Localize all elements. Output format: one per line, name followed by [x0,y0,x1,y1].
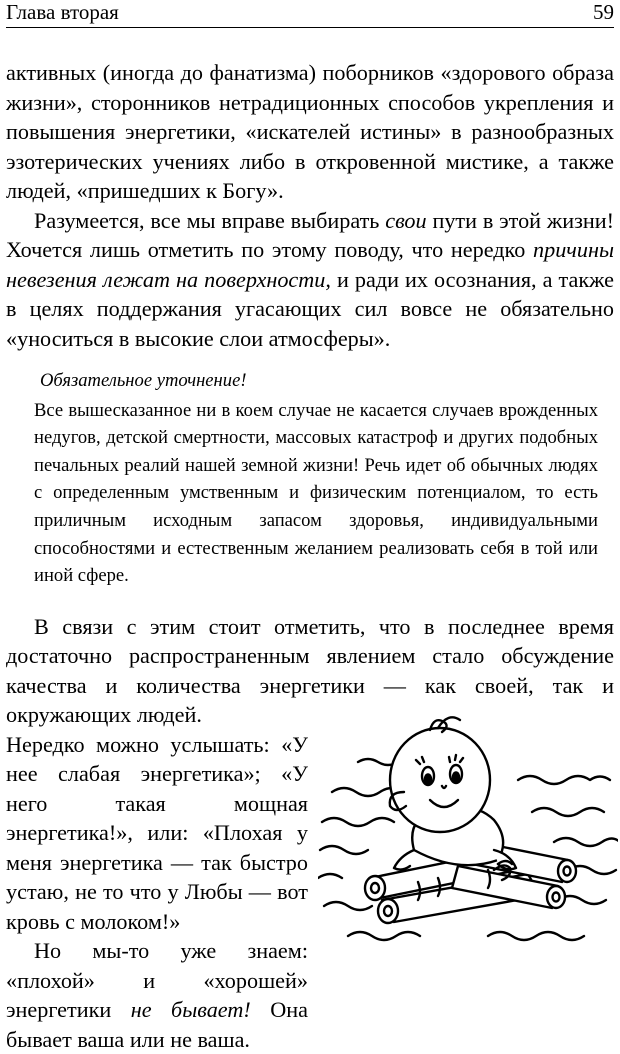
paragraph-3: В связи с этим стоит отметить, что в последнее время достаточно распространенным явлением стало обсуждение качества и количества энергетики — как своей, так и окружающих людей. [6,613,614,728]
chapter-title: Глава вторая [6,0,119,24]
baby-on-raft-illustration [318,700,618,948]
note-text: Все вышесказанное ни в коем случае не касается случаев врожденных недугов, детской смертности, массовых катастроф и других подобных печальных реалий нашей земной жизни! Речь идет об обычных людях с определенным умственным и физическим потенциалом, то есть приличным исходным запасом здоровья, индивидуальными способностями и естественным желанием реализовать себя в той или иной сфере. [34,399,598,587]
running-header [6,0,614,28]
paragraph-3-continued: Нередко можно услышать: «У нее слабая энергетика»; «У него такая мощная энергетика!», или: «Плохая у меня энергетика — так быстро устаю, не то что у Любы — вот кровь с молоком!» [6,731,308,934]
paragraph-1: активных (иногда до фанатизма) поборников «здорового образа жизни», сторонников нетрадиционных способов укрепления и повышения энергетики, «искателей истины» в разнообразных эзотерических учениях либо в откровенной мистике, а также людей, «пришедших к Богу». [6,60,614,203]
paragraph-2: Разумеется, все мы вправе выбирать свои пути в этой жизни! Хочется лишь отметить по этому поводу, что нередко причины невезения лежат на поверхности, и ради их осознания, а также в целях поддержания угасающих сил вовсе не обязательно «уноситься в высокие слои атмосферы». [6,207,614,351]
baby-head [390,728,490,832]
text-column-left [6,730,308,1054]
note-title: Обязательное уточнение! [40,370,247,391]
page-number: 59 [593,0,614,24]
clarification-note [34,367,598,590]
paragraph-4: Но мы-то уже знаем: «плохой» и «хорошей» энергетики не бывает! Она бывает ваша или не ваша. [6,938,308,1052]
